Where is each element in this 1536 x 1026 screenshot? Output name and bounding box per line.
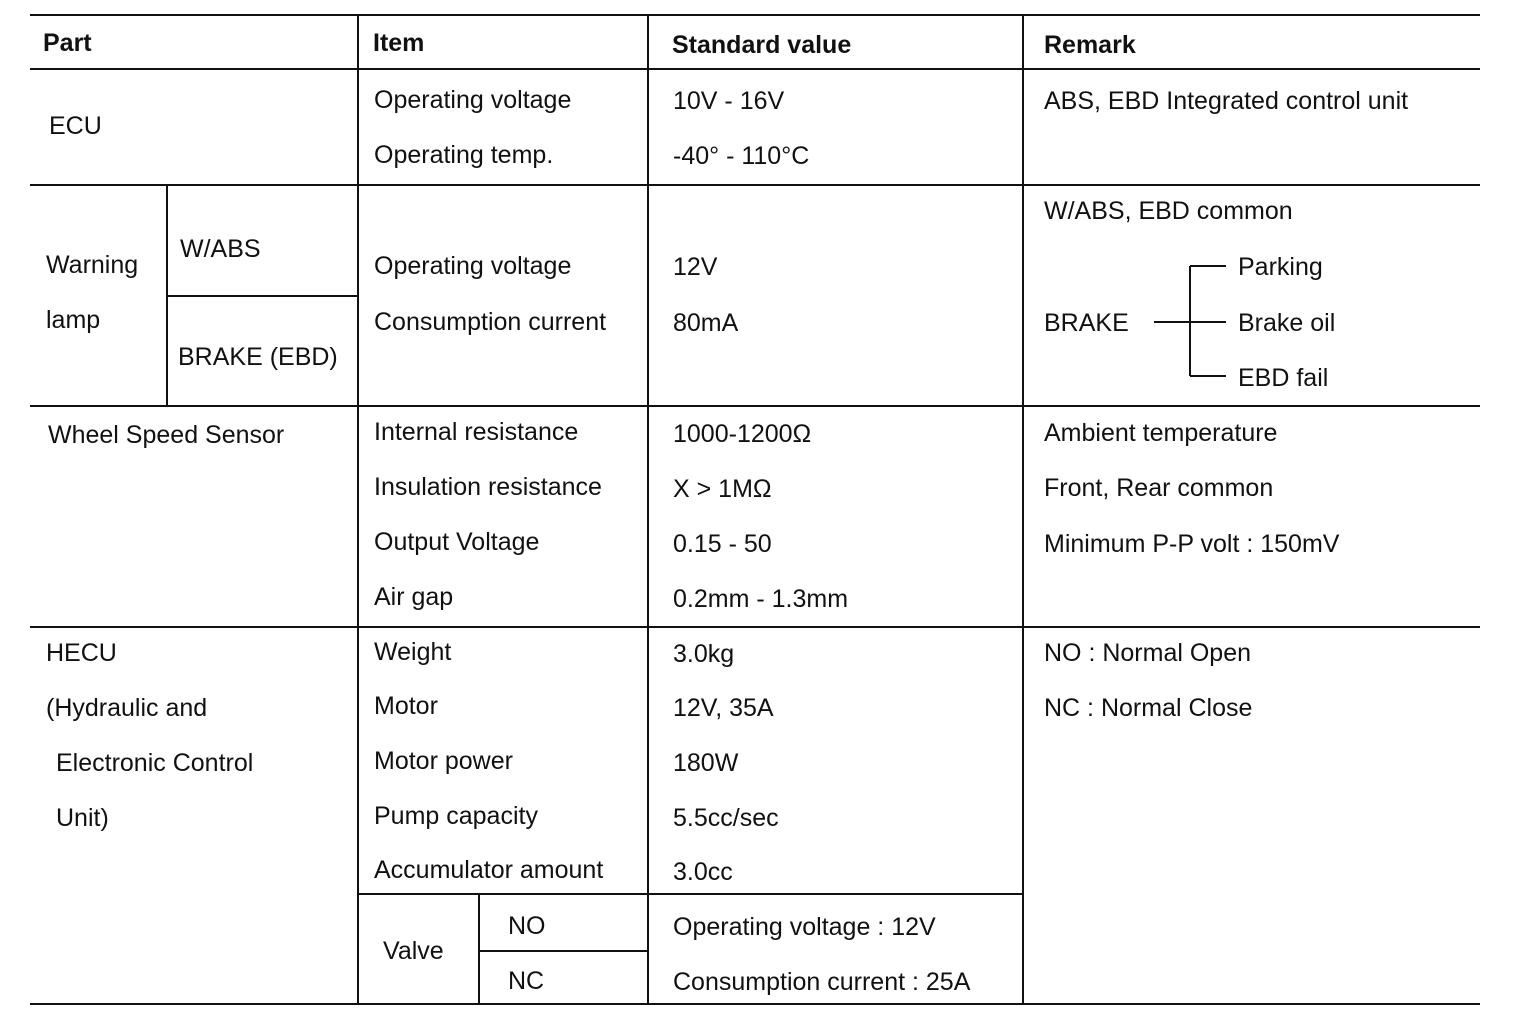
header-item: Item [373,29,425,57]
brake-branch-diagram [1150,258,1230,378]
hecu-value: 3.0cc [673,858,733,886]
sensor-value: 1000-1200Ω [673,420,812,448]
col-divider-2 [647,14,649,1005]
hecu-value: 12V, 35A [673,694,774,722]
hecu-value: 3.0kg [673,640,735,668]
ecu-item: Operating voltage [374,86,572,114]
warning-sub-wabs: W/ABS [180,235,261,263]
ecu-part: ECU [49,112,102,140]
sensor-item: Insulation resistance [374,473,602,501]
valve-no: NO [508,912,546,940]
ecu-value: 10V - 16V [673,87,785,115]
warning-value: 12V [673,253,718,281]
warning-part-line2: lamp [46,306,101,334]
sensor-value: 0.15 - 50 [673,530,772,558]
header-standard-value: Standard value [672,31,852,59]
ecu-bottom-rule [30,184,1480,186]
warning-sub-divider [167,295,358,297]
hecu-value: 5.5cc/sec [673,804,779,832]
sensor-bottom-rule [30,626,1480,628]
valve-no-nc-divider [480,950,649,952]
sensor-item: Output Voltage [374,528,540,556]
hecu-part-line: Unit) [56,804,109,832]
sensor-item: Internal resistance [374,418,579,446]
sensor-item: Air gap [374,583,454,611]
warning-remark-branch: Parking [1238,253,1323,281]
valve-nc: NC [508,967,545,995]
warning-remark-branch: Brake oil [1238,309,1336,337]
valve-value: Operating voltage : 12V [673,913,936,941]
hecu-item: Accumulator amount [374,856,604,884]
hecu-value: 180W [673,749,739,777]
warning-remark-branch: EBD fail [1238,364,1329,392]
sensor-value: X > 1MΩ [673,475,772,503]
col-divider-3 [1022,14,1024,1005]
ecu-item: Operating temp. [374,141,554,169]
hecu-remark: NO : Normal Open [1044,639,1252,667]
sensor-remark: Front, Rear common [1044,474,1274,502]
hecu-item: Pump capacity [374,802,538,830]
sensor-remark: Ambient temperature [1044,419,1278,447]
warning-value: 80mA [673,309,739,337]
warning-part-line1: Warning [46,251,139,279]
valve-value: Consumption current : 25A [673,968,971,996]
warning-item: Consumption current [374,308,607,336]
table-bottom-rule [30,1003,1480,1005]
table-top-rule [30,14,1480,16]
ecu-remark: ABS, EBD Integrated control unit [1044,87,1409,115]
warning-remark-common: W/ABS, EBD common [1044,197,1293,225]
warning-item: Operating voltage [374,252,572,280]
hecu-part-line: (Hydraulic and [46,694,208,722]
warning-remark-brake: BRAKE [1044,309,1129,337]
hecu-item: Weight [374,638,452,666]
header-remark: Remark [1044,31,1136,59]
warning-bottom-rule [30,405,1480,407]
hecu-item: Motor [374,692,438,720]
hecu-item: Motor power [374,747,513,775]
col-divider-1 [357,14,359,1005]
header-bottom-rule [30,68,1480,70]
ecu-value: -40° - 110°C [673,142,810,170]
sensor-value: 0.2mm - 1.3mm [673,585,849,613]
valve-label: Valve [383,937,444,965]
warning-part-divider [166,184,168,406]
header-part: Part [43,29,92,57]
hecu-part-line: HECU [46,639,117,667]
warning-sub-brake: BRAKE (EBD) [178,343,338,371]
hecu-part-line: Electronic Control [56,749,254,777]
valve-divider [478,893,480,1005]
sensor-remark: Minimum P-P volt : 150mV [1044,530,1340,558]
sensor-part: Wheel Speed Sensor [48,421,285,449]
valve-top-rule [358,893,1024,895]
hecu-remark: NC : Normal Close [1044,694,1253,722]
